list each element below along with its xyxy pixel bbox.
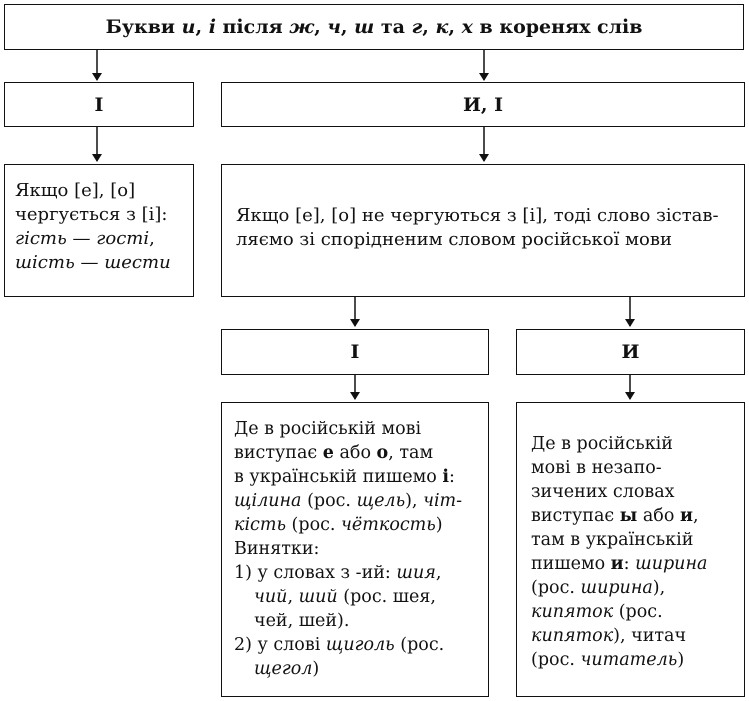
rule-compare-box — [221, 164, 745, 297]
diagram-title: Букви и, і після ж, ч, ш та г, к, х в коренях слів — [4, 4, 744, 50]
rule-alternation-box — [4, 164, 194, 297]
rule-compare-line1: Якщо [е], [о] не чергуються з [і], тоді слово зістав- — [236, 205, 719, 226]
box-russian-y-i: И — [516, 329, 745, 375]
rule-alternation-line1: Якщо [е], [о] — [15, 180, 136, 201]
rule-alternation-example2: шість — шести — [15, 252, 171, 273]
rule-alternation-line2: чергується з [і]: — [15, 204, 168, 225]
box-russian-e-o: І — [221, 329, 489, 375]
exceptions-heading: Винятки: — [234, 539, 320, 559]
rule-alternation-example1: гість — гості, — [15, 228, 155, 249]
box-letters-y-i: И, І — [221, 82, 745, 127]
box-letter-i: І — [4, 82, 194, 127]
rule-i-box: Де в російській мові виступає е або о, там в українській пишемо і: щілина (рос. щель), чіт- кість (рос. чёткость) Винятки: 1) у словах з -ий: шия, чий, ший (рос. шея, чей, шей). 2) у слові щиголь (рос. щегол) — [221, 402, 489, 697]
rule-y-box: Де в російській мові в незапо- зичених словах виступає ы або и, там в українській пишемо и: ширина (рос. ширина), кипяток (рос. кипяток), читач (рос. читатель) — [516, 402, 745, 697]
rule-compare-line2: ляємо зі спорідненим словом російської мови — [236, 229, 673, 250]
